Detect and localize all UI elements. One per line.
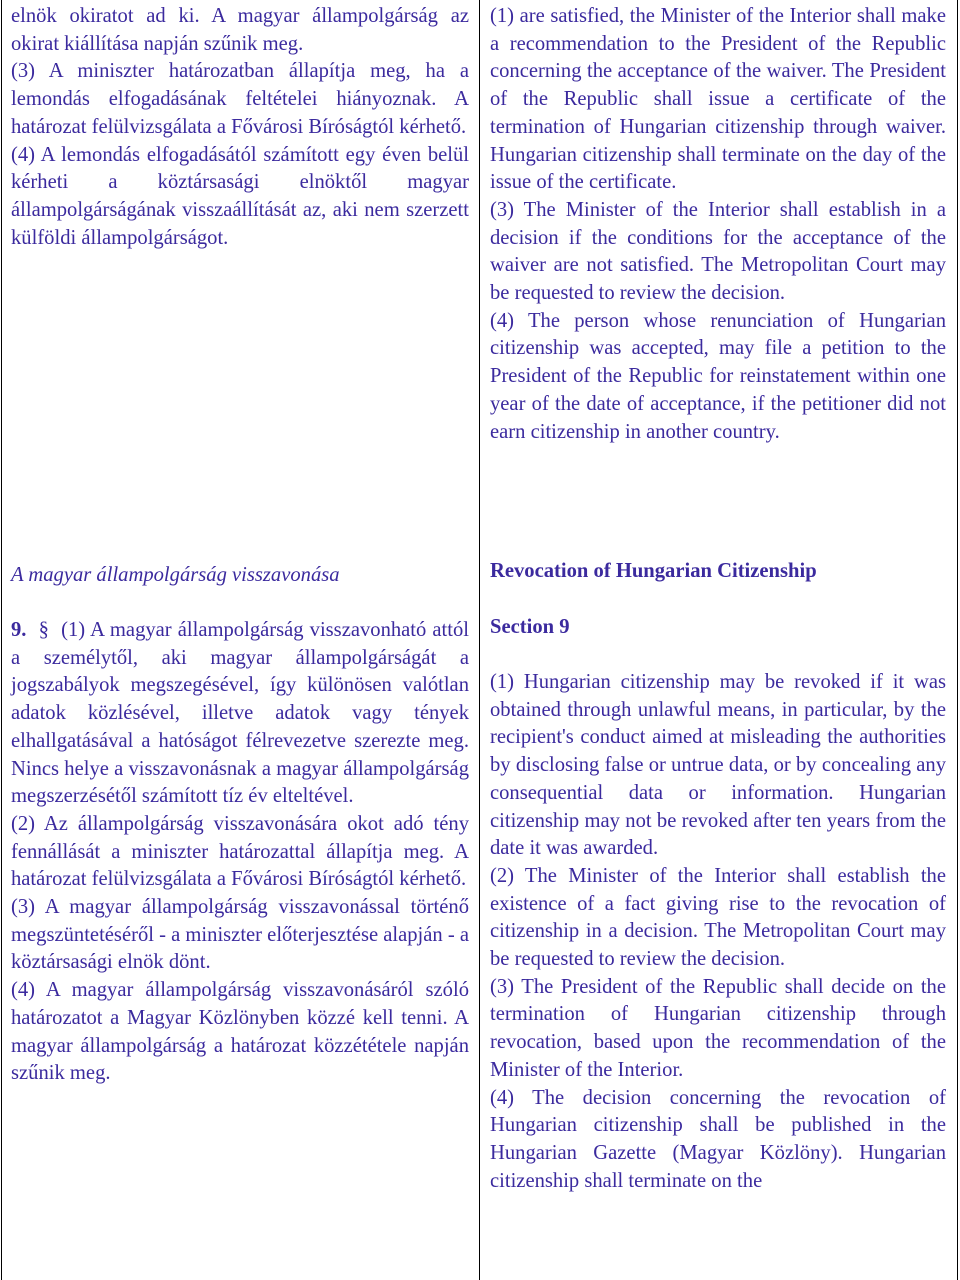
hu-paragraph: (4) A lemondás elfogadásától számított egy éven belül kérheti a köztársasági elnöktől magyar állampolgárságának visszaállítását az, aki nem szerzett külföldi állampolgárságot. [11, 143, 469, 249]
en-paragraph: (4) The decision concerning the revocation of Hungarian citizenship shall be published in the Hungarian Gazette (Magyar Közlöny). Hungarian citizenship shall terminate on the [490, 1086, 946, 1192]
en-section-block [490, 669, 946, 1195]
hu-section-heading: A magyar állampolgárság visszavonása [11, 564, 340, 586]
hu-paragraph: (3) A miniszter határozatban állapítja meg, ha a lemondás elfogadásának feltételei hiányoznak. A határozat felülvizsgálata a Fővárosi Bíróságtól kérhető. [11, 60, 469, 138]
en-section-label: Section 9 [490, 616, 570, 638]
en-paragraph: (3) The Minister of the Interior shall establish in a decision if the conditions for the acceptance of the waiver are not satisfied. The Metropolitan Court may be requested to review the decision. [490, 198, 946, 305]
hu-paragraph-text: (1) A magyar állampolgárság visszavonható attól a személytől, aki magyar állampolgárságát a jogszabályok megszegésével, így különösen valótlan adatok közlésével, illetve adatok vagy tények elhallgatásával a hatóságot félrevezetve szerezte meg. Nincs helye a visszavonásnak a magyar állampolgárság megszerzésétől számított tíz év elteltével. [11, 619, 470, 808]
en-top-block [490, 3, 946, 446]
en-section-heading: Revocation of Hungarian Citizenship [490, 560, 817, 582]
table-border-left [1, 0, 2, 1280]
hu-paragraph: (3) A magyar állampolgárság visszavonással történő megszüntetéséről - a miniszter előterjesztése alapján - a köztársasági elnök dönt. [11, 896, 469, 974]
section-sign: § [38, 619, 49, 641]
hu-paragraph: (2) Az állampolgárság visszavonására okot adó tény fennállását a miniszter határozattal állapítja meg. A határozat felülvizsgálata a Fővárosi Bíróságtól kérhető. [11, 812, 469, 891]
hu-section-block [11, 617, 469, 1088]
hu-paragraph: (4) A magyar állampolgárság visszavonásáról szóló határozatot a Magyar Közlönyben közzé kell tenni. A magyar állampolgárság a határozat közzététele napján szűnik meg. [11, 979, 469, 1085]
en-paragraph: (1) are satisfied, the Minister of the Interior shall make a recommendation to the President of the Republic concerning the acceptance of the waiver. The President of the Republic shall issue a certificate of the termination of Hungarian citizenship through waiver. Hungarian citizenship shall terminate on the day of the issue of the certificate. [490, 5, 946, 194]
hu-top-block [11, 3, 469, 252]
en-paragraph: (4) The person whose renunciation of Hungarian citizenship was accepted, may file a petition to the President of the Republic for reinstatement within one year of the date of acceptance, if the petitioner did not earn citizenship in another country. [490, 309, 946, 443]
table-border-middle [479, 0, 480, 1280]
hu-paragraph: elnök okiratot ad ki. A magyar állampolgárság az okirat kiállítása napján szűnik meg. [11, 5, 469, 55]
en-heading-block [490, 558, 946, 586]
en-paragraph: (1) Hungarian citizenship may be revoked if it was obtained through unlawful means, in particular, by the recipient's conduct aimed at misleading the authorities by disclosing false or untrue data, or by concealing any consequential data or information. Hungarian citizenship may not be revoked after ten years from the date it was awarded. [490, 671, 946, 860]
en-paragraph: (3) The President of the Republic shall decide on the termination of Hungarian citizenship through revocation, based upon the recommendation of the Minister of the Interior. [490, 975, 946, 1081]
en-section-label-block [490, 614, 946, 642]
en-paragraph: (2) The Minister of the Interior shall establish the existence of a fact giving rise to the revocation of citizenship in a decision. The Metropolitan Court may be requested to review the decision. [490, 864, 946, 971]
hu-heading-block [11, 562, 469, 590]
hu-paragraph [11, 617, 469, 811]
hu-section-number: 9. [11, 619, 27, 641]
table-border-right [957, 0, 958, 1280]
